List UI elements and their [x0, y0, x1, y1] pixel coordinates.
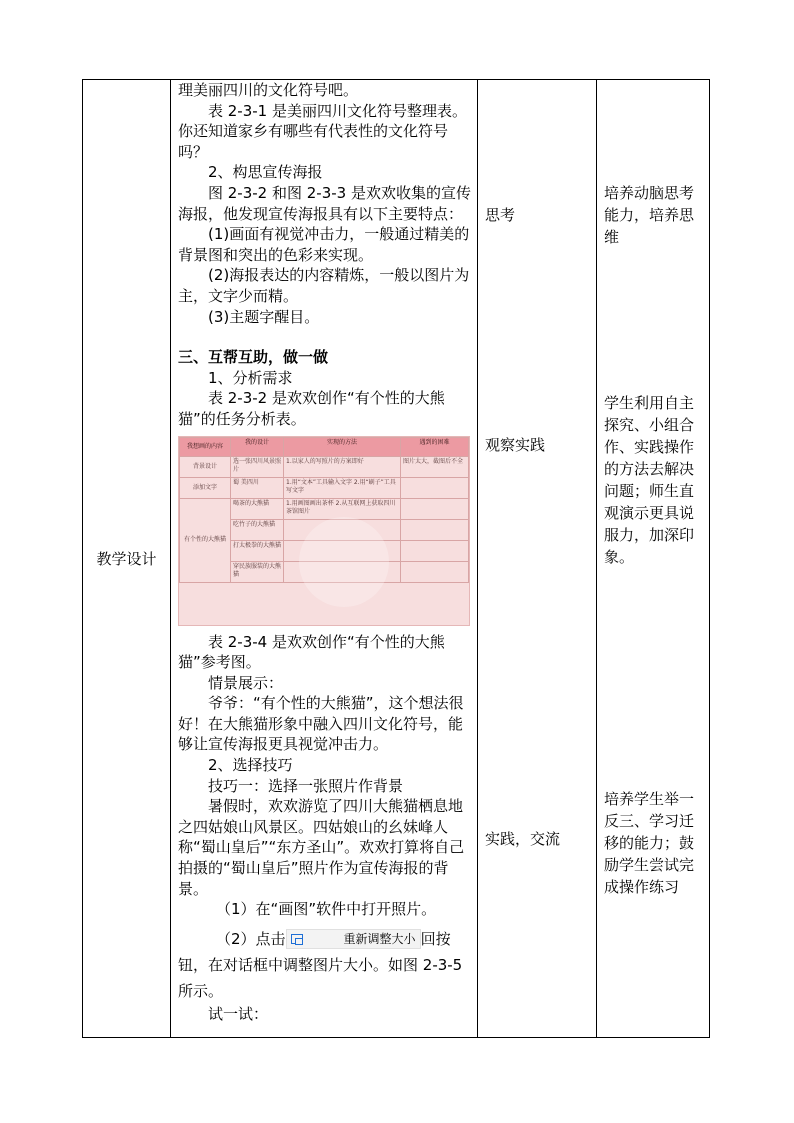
table-cell: 打太极拳的大熊猫	[231, 540, 284, 561]
subheading: 2、构思宣传海报	[208, 163, 323, 182]
table-row	[180, 477, 469, 498]
paragraph: 表 2-3-4 是欢欢创作“有个性的大熊猫”参考图。	[178, 632, 445, 672]
task-analysis-image	[178, 436, 470, 626]
paragraph: 表 2-3-2 是欢欢创作“有个性的大熊猫”的任务分析表。	[178, 389, 445, 428]
table-cell: 选一张四川风景照片	[231, 456, 284, 477]
resize-button-label: 重新调整大小	[343, 932, 416, 947]
table-cell: 吃竹子的大熊猫	[231, 519, 284, 540]
main-content	[178, 80, 474, 1024]
activity-note: 实践，交流	[485, 830, 561, 848]
paragraph: (2)海报表达的内容精炼，一般以图片为主，文字少而精。	[178, 266, 470, 305]
row-label: 教学设计	[83, 80, 171, 1038]
paragraph: 暑假时，欢欢游览了四川大熊猫栖息地之四姑娘山风景区。四姑娘山的幺妹峰人称“蜀山皇后”“东方圣山”。欢欢打算将自己拍摄的“蜀山皇后”照片作为宣传海报的背景。	[178, 797, 465, 898]
table-header: 我的设计	[231, 437, 284, 456]
table-cell	[401, 540, 469, 561]
paragraph	[178, 926, 474, 1004]
activity-cell	[478, 80, 597, 1038]
table-cell: 有个性的大熊猫	[180, 498, 231, 582]
main-content-cell	[171, 80, 478, 1038]
table-row	[83, 80, 710, 1038]
table-cell: 蜀 美四川	[231, 477, 284, 498]
paragraph: 试一试：	[208, 1004, 269, 1023]
paragraph-text: （2）点击	[216, 929, 286, 948]
table-header: 我想画的内容	[180, 437, 231, 456]
subheading: 1、分析需求	[208, 368, 293, 387]
purpose-note: 培养动脑思考能力，培养思维	[604, 184, 695, 246]
paragraph: 爷爷：“有个性的大熊猫”，这个想法很好！在大熊猫形象中融入四川文化符号，能够让宣传海报更具视觉冲击力。	[178, 694, 464, 754]
table-cell	[401, 477, 469, 498]
resize-icon	[291, 934, 303, 944]
table-row	[180, 456, 469, 477]
paragraph: 理美丽四川的文化符号吧。	[178, 81, 359, 99]
table-header-row	[180, 437, 469, 456]
activity-note: 观察实践	[485, 436, 546, 454]
activity-note: 思考	[485, 206, 516, 224]
paragraph: （1）在“画图”软件中打开照片。	[216, 900, 437, 919]
table-cell: 1.用“文本”工具输入文字 2.用“刷子”工具写文字	[284, 477, 401, 498]
paragraph: 技巧一：选择一张照片作背景	[208, 776, 404, 795]
table-cell	[401, 519, 469, 540]
table-header: 实现的方法	[284, 437, 401, 456]
paragraph: 表 2-3-1 是美丽四川文化符号整理表。你还知道家乡有哪些有代表性的文化符号吗？	[178, 101, 467, 161]
section-heading: 三、互帮互助，做一做	[178, 348, 329, 367]
purpose-note: 学生利用自主探究、小组合作、实践操作的方法去解决问题；师生直观演示更具说服力，加深印象。	[604, 394, 695, 566]
table-cell: 1.以家人的写照片的方案即好	[284, 456, 401, 477]
table-cell: 添加文字	[180, 477, 231, 498]
paragraph-text: 回按钮，在对话框中调整图片大小。如图 2-3-5 所示。	[178, 929, 463, 1000]
purpose-cell	[597, 80, 710, 1038]
table-cell: 图片太大，截图后不全	[401, 456, 469, 477]
table-cell: 背景设计	[180, 456, 231, 477]
purpose-note: 培养学生举一反三、学习迁移的能力；鼓励学生尝试完成操作练习	[604, 790, 695, 896]
table-cell	[401, 498, 469, 519]
subheading: 2、选择技巧	[208, 756, 293, 775]
table-cell: 1.用画图画出茶杯 2.从互联网上获取四川茶馆图片	[284, 498, 401, 519]
paragraph: 情景展示：	[208, 673, 284, 692]
table-row	[180, 498, 469, 519]
lesson-table	[82, 79, 710, 1038]
table-cell: 喝茶的大熊猫	[231, 498, 284, 519]
paragraph: (3)主题字醒目。	[208, 307, 320, 326]
table-cell	[401, 561, 469, 582]
paragraph: (1)画面有视觉冲击力，一般通过精美的背景图和突出的色彩来实现。	[178, 225, 470, 264]
panda-watermark-icon	[299, 517, 389, 607]
resize-button-image	[286, 929, 421, 949]
table-cell: 穿民族服装的大熊猫	[231, 561, 284, 582]
paragraph: 图 2-3-2 和图 2-3-3 是欢欢收集的宣传海报，他发现宣传海报具有以下主要特点：	[178, 183, 471, 223]
table-header: 遇到的困难	[401, 437, 469, 456]
